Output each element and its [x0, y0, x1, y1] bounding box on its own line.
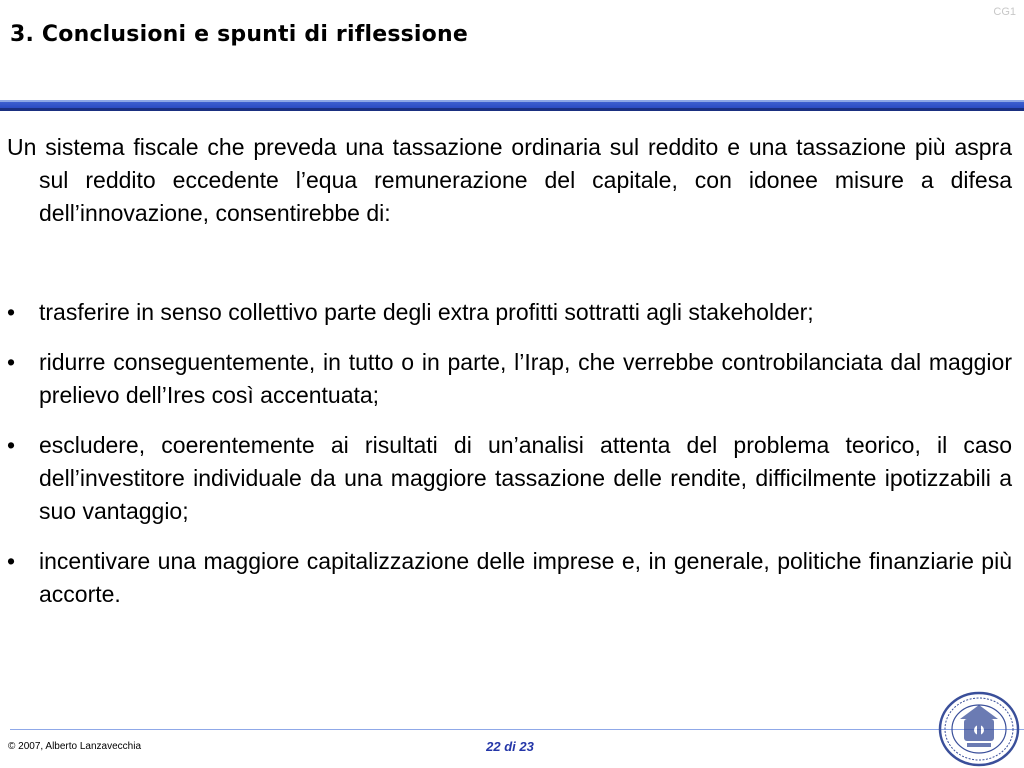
bullet-text: escludere, coerentemente ai risultati di un’analisi attenta del problema teorico, il caso dell’investitore individuale da una maggiore tassazione delle rendite, difficilmente ipotizzabili a suo vantaggio;: [39, 432, 1012, 524]
bullet-item: [7, 429, 1012, 528]
slide-content: [7, 131, 1012, 628]
slide-title: 3. Conclusioni e spunti di riflessione: [10, 22, 468, 47]
footer-divider: [10, 729, 1024, 730]
bullet-item: [7, 545, 1012, 611]
bullet-text: incentivare una maggiore capitalizzazione delle imprese e, in generale, politiche finanziarie più accorte.: [39, 548, 1012, 607]
bullet-list: [7, 296, 1012, 611]
corner-tag: CG1: [993, 6, 1016, 18]
page-number: 22 di 23: [486, 739, 534, 754]
bullet-icon: •: [7, 548, 16, 574]
intro-paragraph: Un sistema fiscale che preveda una tassazione ordinaria sul reddito e una tassazione più aspra sul reddito eccedente l’equa remunerazione del capitale, con idonee misure a difesa dell’innovazione, consentirebbe di:: [7, 134, 1012, 226]
bullet-icon: •: [7, 432, 16, 458]
bullet-icon: •: [7, 349, 16, 375]
copyright-notice: © 2007, Alberto Lanzavecchia: [8, 741, 142, 752]
title-divider: [0, 100, 1024, 111]
bullet-item: [7, 346, 1012, 412]
university-seal-icon: [934, 689, 1024, 768]
bullet-item: [7, 296, 1012, 329]
bullet-text: trasferire in senso collettivo parte degli extra profitti sottratti agli stakeholder;: [39, 299, 814, 325]
bullet-text: ridurre conseguentemente, in tutto o in parte, l’Irap, che verrebbe controbilanciata dal maggior prelievo dell’Ires così accentuata;: [39, 349, 1012, 408]
bullet-icon: •: [7, 299, 16, 325]
